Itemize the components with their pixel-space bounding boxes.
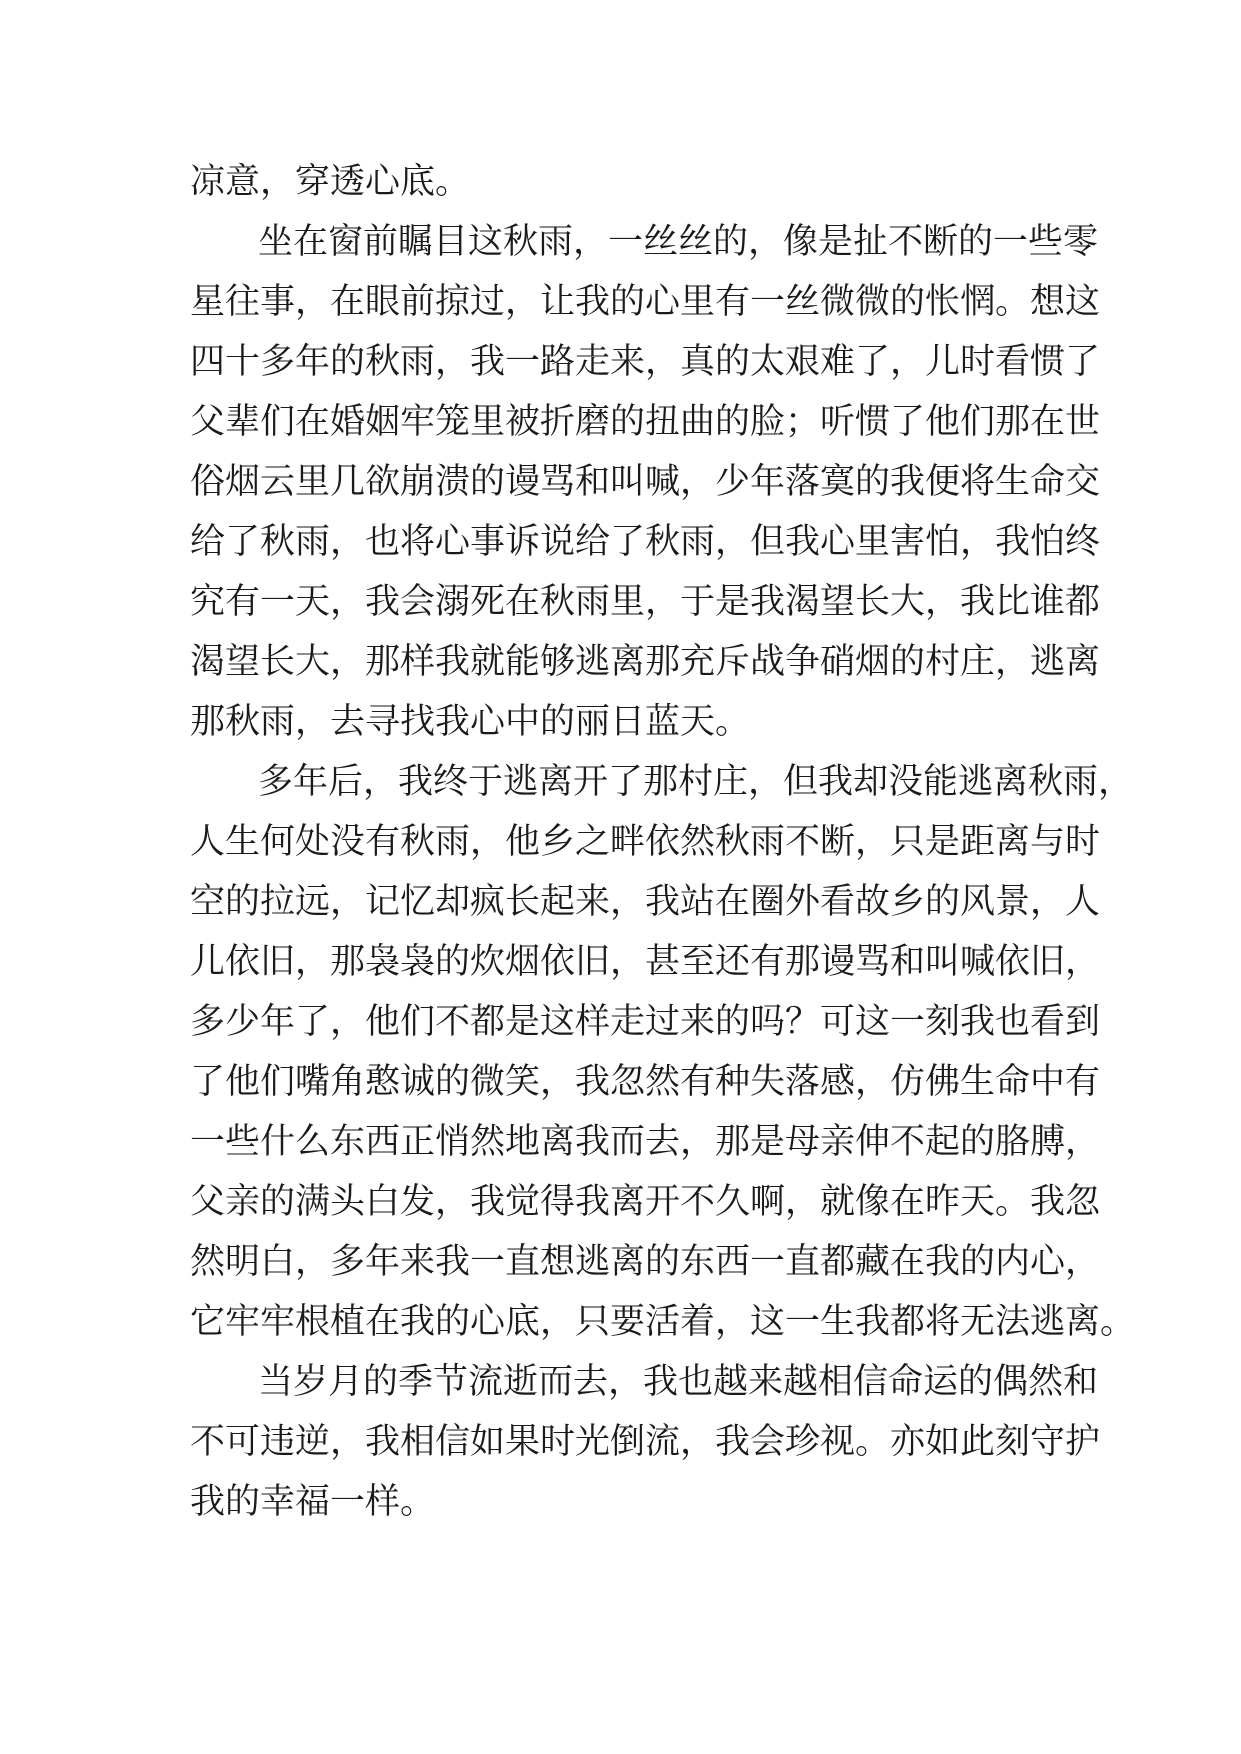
text-line-22: 不可违逆，我相信如果时光倒流，我会珍视。亦如此刻守护 xyxy=(190,1422,1101,1462)
text-line-7: 给了秋雨，也将心事诉说给了秋雨，但我心里害怕，我怕终 xyxy=(190,522,1101,562)
text-line-1: 凉意，穿透心底。 xyxy=(190,162,471,202)
text-line-9: 渴望长大，那样我就能够逃离那充斥战争硝烟的村庄，逃离 xyxy=(190,642,1101,682)
text-line-15: 多少年了，他们不都是这样走过来的吗？可这一刻我也看到 xyxy=(190,1002,1101,1042)
text-line-12: 人生何处没有秋雨，他乡之畔依然秋雨不断，只是距离与时 xyxy=(190,822,1101,862)
text-line-8: 究有一天，我会溺死在秋雨里，于是我渴望长大，我比谁都 xyxy=(190,582,1101,622)
text-line-4: 四十多年的秋雨，我一路走来，真的太艰难了，儿时看惯了 xyxy=(190,342,1101,382)
text-line-20: 它牢牢根植在我的心底，只要活着，这一生我都将无法逃离。 xyxy=(190,1302,1136,1342)
text-line-5: 父辈们在婚姻牢笼里被折磨的扭曲的脸；听惯了他们那在世 xyxy=(190,402,1101,442)
text-line-13: 空的拉远，记忆却疯长起来，我站在圈外看故乡的风景，人 xyxy=(190,882,1101,922)
text-line-3: 星往事，在眼前掠过，让我的心里有一丝微微的怅惘。想这 xyxy=(190,282,1101,322)
text-line-14: 儿依旧，那袅袅的炊烟依旧，甚至还有那谩骂和叫喊依旧， xyxy=(190,942,1101,982)
text-line-6: 俗烟云里几欲崩溃的谩骂和叫喊，少年落寞的我便将生命交 xyxy=(190,462,1101,502)
text-line-16: 了他们嘴角憨诚的微笑，我忽然有种失落感，仿佛生命中有 xyxy=(190,1062,1101,1102)
text-line-19: 然明白，多年来我一直想逃离的东西一直都藏在我的内心， xyxy=(190,1242,1101,1282)
text-line-23: 我的幸福一样。 xyxy=(190,1482,436,1522)
text-line-11: 多年后，我终于逃离开了那村庄，但我却没能逃离秋雨， xyxy=(258,762,1134,802)
text-line-21: 当岁月的季节流逝而去，我也越来越相信命运的偶然和 xyxy=(258,1362,1099,1402)
text-line-18: 父亲的满头白发，我觉得我离开不久啊，就像在昨天。我忽 xyxy=(190,1182,1101,1222)
text-line-2: 坐在窗前瞩目这秋雨，一丝丝的，像是扯不断的一些零 xyxy=(258,222,1099,262)
text-line-17: 一些什么东西正悄然地离我而去，那是母亲伸不起的胳膊， xyxy=(190,1122,1101,1162)
text-line-10: 那秋雨，去寻找我心中的丽日蓝天。 xyxy=(190,702,751,742)
